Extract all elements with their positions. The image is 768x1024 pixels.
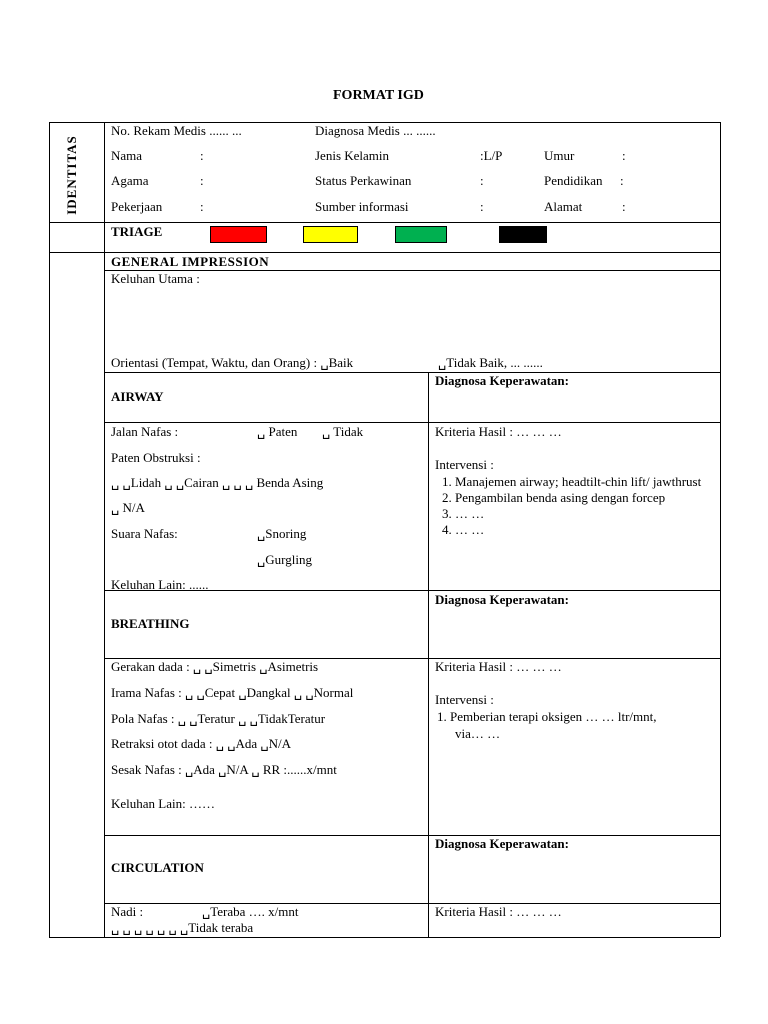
table-border-bottom	[49, 937, 720, 938]
airway-kriteria-hasil: Kriteria Hasil : … … …	[435, 424, 562, 439]
row-divider	[104, 372, 720, 373]
page-title: FORMAT IGD	[333, 88, 424, 103]
sesak-nafas-field: Sesak Nafas : ␣Ada ␣N/A ␣ RR :......x/mnt	[111, 762, 337, 777]
suara-snoring: ␣Snoring	[257, 526, 307, 541]
jalan-nafas-paten: ␣ Paten	[257, 424, 298, 439]
colon: :	[480, 173, 484, 188]
suara-gurgling: ␣Gurgling	[257, 552, 312, 567]
colon: :	[200, 173, 204, 188]
triage-label: TRIAGE	[111, 224, 163, 239]
circulation-diagnosa-label: Diagnosa Keperawatan:	[435, 836, 569, 851]
list-item: 2. Pengambilan benda asing dengan forcep	[455, 490, 725, 506]
breathing-diagnosa-label: Diagnosa Keperawatan:	[435, 592, 569, 607]
triage-yellow-box[interactable]	[303, 226, 358, 243]
nadi-tidak-teraba: ␣ ␣ ␣ ␣ ␣ ␣ ␣Tidak teraba	[111, 920, 254, 935]
field-sumber-informasi: Sumber informasi	[315, 199, 409, 214]
field-umur: Umur	[544, 148, 575, 163]
circulation-heading: CIRCULATION	[111, 860, 204, 875]
colon: :	[622, 199, 626, 214]
keluhan-utama-label: Keluhan Utama :	[111, 271, 200, 286]
breathing-intervensi-label: Intervensi :	[435, 692, 494, 707]
nadi-teraba: ␣Teraba …. x/mnt	[202, 904, 299, 919]
colon: :	[480, 199, 484, 214]
general-impression-heading: GENERAL IMPRESSION	[111, 254, 270, 269]
breathing-heading: BREATHING	[111, 616, 190, 631]
list-item: 4. … …	[455, 522, 725, 538]
list-item: 1. Manajemen airway; headtilt-chin lift/ jawthrust	[455, 474, 725, 490]
colon: :	[622, 148, 626, 163]
airway-keluhan-lain: Keluhan Lain: ......	[111, 577, 209, 592]
airway-heading: AIRWAY	[111, 389, 164, 404]
orientasi-tidak-baik: ␣Tidak Baik, ... ......	[438, 355, 543, 370]
circulation-kriteria-hasil: Kriteria Hasil : … … …	[435, 904, 562, 919]
field-agama: Agama	[111, 173, 149, 188]
orientasi-field: Orientasi (Tempat, Waktu, dan Orang) : ␣Baik	[111, 355, 354, 370]
field-alamat: Alamat	[544, 199, 583, 214]
irama-nafas-field: Irama Nafas : ␣ ␣Cepat ␣Dangkal ␣ ␣Normal	[111, 685, 354, 700]
airway-intervensi-label: Intervensi :	[435, 457, 494, 472]
column-divider	[428, 372, 429, 937]
colon: :	[200, 148, 204, 163]
jenis-kelamin-value: :L/P	[480, 148, 503, 163]
field-no-rekam-medis: No. Rekam Medis ...... ...	[111, 123, 242, 138]
row-divider	[49, 252, 720, 253]
column-divider	[104, 122, 105, 937]
breathing-intervensi-item: 1. Pemberian terapi oksigen … … ltr/mnt,	[437, 709, 657, 724]
row-divider	[104, 422, 720, 423]
breathing-kriteria-hasil: Kriteria Hasil : … … …	[435, 659, 562, 674]
list-item: 3. … …	[455, 506, 725, 522]
retraksi-field: Retraksi otot dada : ␣ ␣Ada ␣N/A	[111, 736, 292, 751]
obstruksi-options: ␣ ␣Lidah ␣ ␣Cairan ␣ ␣ ␣ Benda Asing	[111, 475, 324, 490]
field-diagnosa-medis: Diagnosa Medis ... ......	[315, 123, 436, 138]
gerakan-dada-field: Gerakan dada : ␣ ␣Simetris ␣Asimetris	[111, 659, 319, 674]
jalan-nafas-label: Jalan Nafas :	[111, 424, 179, 439]
field-pekerjaan: Pekerjaan	[111, 199, 163, 214]
field-pendidikan: Pendidikan	[544, 173, 603, 188]
row-divider	[104, 903, 720, 904]
suara-nafas-label: Suara Nafas:	[111, 526, 178, 541]
colon: :	[200, 199, 204, 214]
table-border-left	[49, 122, 50, 937]
identitas-label: IDENTITAS	[64, 135, 79, 215]
field-status-perkawinan: Status Perkawinan	[315, 173, 412, 188]
breathing-keluhan-lain: Keluhan Lain: ……	[111, 796, 215, 811]
airway-diagnosa-label: Diagnosa Keperawatan:	[435, 373, 569, 388]
pola-nafas-field: Pola Nafas : ␣ ␣Teratur ␣ ␣TidakTeratur	[111, 711, 326, 726]
jalan-nafas-tidak: ␣ Tidak	[322, 424, 364, 439]
triage-black-box[interactable]	[499, 226, 547, 243]
airway-intervensi-list	[435, 474, 725, 538]
triage-green-box[interactable]	[395, 226, 447, 243]
field-jenis-kelamin: Jenis Kelamin	[315, 148, 390, 163]
triage-red-box[interactable]	[210, 226, 267, 243]
obstruksi-na: ␣ N/A	[111, 500, 145, 515]
row-divider	[49, 222, 720, 223]
row-divider	[104, 835, 720, 836]
nadi-label: Nadi :	[111, 904, 144, 919]
paten-obstruksi-label: Paten Obstruksi :	[111, 450, 201, 465]
breathing-intervensi-item-cont: via… …	[455, 726, 501, 741]
colon: :	[620, 173, 624, 188]
field-nama: Nama	[111, 148, 143, 163]
